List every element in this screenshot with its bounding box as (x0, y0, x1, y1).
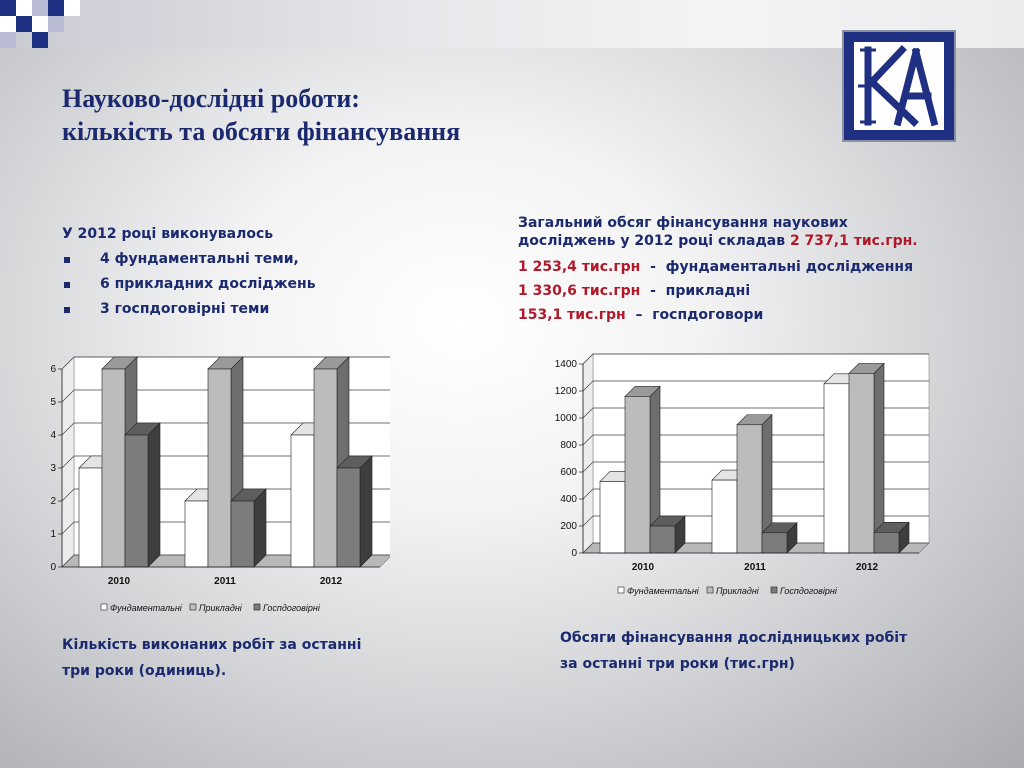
title-line-2: кількість та обсяги фінансування (62, 117, 461, 146)
y-tick-label: 600 (560, 467, 577, 478)
y-tick-label: 1 (50, 529, 56, 540)
funding-item-label: прикладні (665, 283, 751, 299)
funding-item-value: 153,1 тис.грн (518, 307, 626, 323)
funding-item-value: 1 330,6 тис.грн (518, 283, 641, 299)
bar (600, 481, 625, 553)
bar (337, 468, 360, 567)
y-tick-label: 0 (571, 548, 577, 559)
decor-square (16, 0, 32, 16)
works-bullet-text: 4 фундаментальні теми, (100, 251, 299, 267)
legend-swatch (190, 604, 196, 610)
bar (849, 373, 874, 553)
works-chart-caption (62, 632, 361, 684)
bar (208, 369, 231, 567)
bar-side (148, 423, 160, 567)
funding-intro: Загальний обсяг фінансування наукових (518, 215, 848, 231)
legend-label: Фундаментальні (110, 603, 182, 613)
funding-item-label: госпдоговори (652, 307, 764, 323)
bullet-square-icon (64, 257, 70, 263)
y-tick-label: 5 (50, 397, 56, 408)
legend-label: Госпдоговірні (780, 586, 837, 596)
bar (737, 425, 762, 553)
works-bullet (62, 272, 316, 297)
funding-item (518, 303, 988, 327)
bar (650, 526, 675, 553)
bar (102, 369, 125, 567)
works-bullet (62, 297, 316, 322)
funding-item-value: 1 253,4 тис.грн (518, 259, 641, 275)
page-title (62, 82, 460, 148)
x-category-label: 2011 (744, 562, 766, 573)
y-tick-label: 1200 (554, 386, 577, 397)
y-tick-label: 6 (50, 364, 56, 375)
title-line-1: Науково-дослідні роботи: (62, 84, 360, 113)
legend-swatch (707, 587, 713, 593)
y-tick-label: 200 (560, 521, 577, 532)
y-tick-label: 1000 (554, 413, 577, 424)
decor-square (48, 0, 64, 16)
works-bullet-text: 3 госпдоговірні теми (100, 301, 270, 317)
funding-chart-caption (560, 625, 907, 677)
y-tick-label: 2 (50, 496, 56, 507)
bar (231, 501, 254, 567)
x-category-label: 2012 (319, 576, 343, 587)
legend-label: Госпдоговірні (263, 603, 320, 613)
legend-label: Прикладні (199, 603, 242, 613)
bar (712, 480, 737, 553)
caption-line: Кількість виконаних робіт за останні (62, 637, 362, 653)
funding-volume-chart (540, 352, 935, 604)
decor-square (0, 16, 16, 32)
bullet-square-icon (64, 307, 70, 313)
legend-label: Фундаментальні (627, 586, 699, 596)
works-summary (62, 222, 316, 322)
x-category-label: 2011 (214, 576, 236, 587)
bar (762, 533, 787, 553)
legend-swatch (771, 587, 777, 593)
kma-monogram-icon (854, 42, 944, 130)
y-tick-label: 800 (560, 440, 577, 451)
bar-side (360, 456, 372, 567)
funding-summary (518, 214, 988, 327)
funding-item (518, 279, 988, 303)
funding-item-sep: - (640, 283, 666, 299)
bar (185, 501, 208, 567)
funding-total-prefix: досліджень у 2012 році складав (518, 233, 786, 249)
decor-square (32, 0, 48, 16)
bar (291, 435, 314, 567)
decor-square (0, 0, 16, 16)
x-category-label: 2010 (631, 562, 655, 573)
caption-line: Обсяги фінансування дослідницьких робіт (560, 630, 908, 646)
bar-side (254, 489, 266, 567)
decor-square (32, 32, 48, 48)
works-intro: У 2012 році виконувалось (62, 226, 274, 242)
funding-total-line (518, 232, 988, 250)
chart-side-wall (583, 354, 593, 553)
y-tick-label: 4 (50, 430, 56, 441)
bar (874, 532, 899, 553)
decor-square (0, 32, 16, 48)
decor-square (64, 0, 80, 16)
bar (79, 468, 102, 567)
kma-logo (842, 30, 956, 142)
bar (625, 396, 650, 553)
decor-square (48, 16, 64, 32)
bar (125, 435, 148, 567)
x-category-label: 2012 (855, 562, 879, 573)
funding-item-sep: - (640, 259, 666, 275)
funding-item-label: фундаментальні дослідження (665, 259, 914, 275)
funding-item (518, 255, 988, 279)
works-bullet (62, 247, 316, 272)
works-count-chart (28, 352, 390, 622)
works-bullet-text: 6 прикладних досліджень (100, 276, 316, 292)
caption-line: три роки (одиниць). (62, 663, 227, 679)
funding-total-value: 2 737,1 тис.грн. (789, 233, 918, 249)
bar (824, 384, 849, 553)
bullet-square-icon (64, 282, 70, 288)
y-tick-label: 1400 (554, 359, 577, 370)
legend-swatch (618, 587, 624, 593)
legend-label: Прикладні (716, 586, 759, 596)
legend-swatch (101, 604, 107, 610)
caption-line: за останні три роки (тис.грн) (560, 656, 795, 672)
funding-item-sep: – (625, 307, 653, 323)
bar (314, 369, 337, 567)
y-tick-label: 3 (50, 463, 56, 474)
x-category-label: 2010 (107, 576, 131, 587)
legend-swatch (254, 604, 260, 610)
decor-square (16, 16, 32, 32)
decor-square (32, 16, 48, 32)
y-tick-label: 400 (560, 494, 577, 505)
y-tick-label: 0 (50, 562, 56, 573)
